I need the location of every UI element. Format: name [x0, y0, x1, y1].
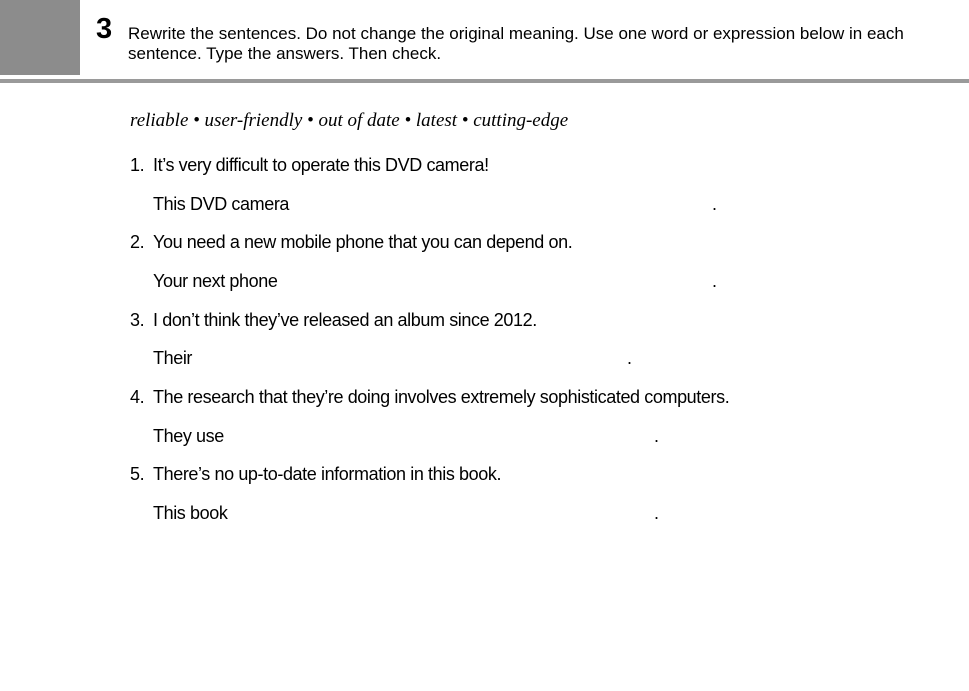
answer-period: .: [654, 426, 659, 446]
question-prompt: I don’t think they’ve released an album since 2012.: [153, 310, 537, 330]
answer-stem: Your next phone: [153, 271, 278, 291]
answer-stem: This DVD camera: [153, 194, 290, 214]
answer-stem: They use: [153, 426, 224, 446]
question-prompt: There’s no up-to-date information in this book.: [153, 464, 502, 484]
question-number: 4.: [130, 387, 145, 407]
answer-stem: This book: [153, 503, 228, 523]
question-prompt: The research that they’re doing involves extremely sophisticated computers.: [153, 387, 730, 407]
answer-period: .: [712, 271, 717, 291]
word-bank: reliable • user-friendly • out of date • latest • cutting-edge: [130, 110, 569, 131]
answer-input-2[interactable]: [280, 270, 710, 292]
question-number: 2.: [130, 232, 145, 252]
answer-input-5[interactable]: [232, 502, 652, 524]
answer-period: .: [654, 503, 659, 523]
answer-stem: Their: [153, 348, 193, 368]
header-divider: [0, 79, 969, 83]
question-number: 3.: [130, 310, 145, 330]
question-number: 5.: [130, 464, 145, 484]
header-grey-block: [0, 0, 80, 75]
exercise-instructions: Rewrite the sentences. Do not change the original meaning. Use one word or expression below in each sentence. Type the answers. Then check.: [128, 24, 904, 63]
answer-input-4[interactable]: [228, 425, 652, 447]
question-prompt: You need a new mobile phone that you can depend on.: [153, 232, 573, 252]
answer-input-1[interactable]: [290, 193, 710, 215]
answer-period: .: [627, 348, 632, 368]
exercise-number: 3: [96, 13, 113, 45]
question-prompt: It’s very difficult to operate this DVD camera!: [153, 155, 489, 175]
question-number: 1.: [130, 155, 145, 175]
answer-input-3[interactable]: [196, 347, 626, 369]
answer-period: .: [712, 194, 717, 214]
